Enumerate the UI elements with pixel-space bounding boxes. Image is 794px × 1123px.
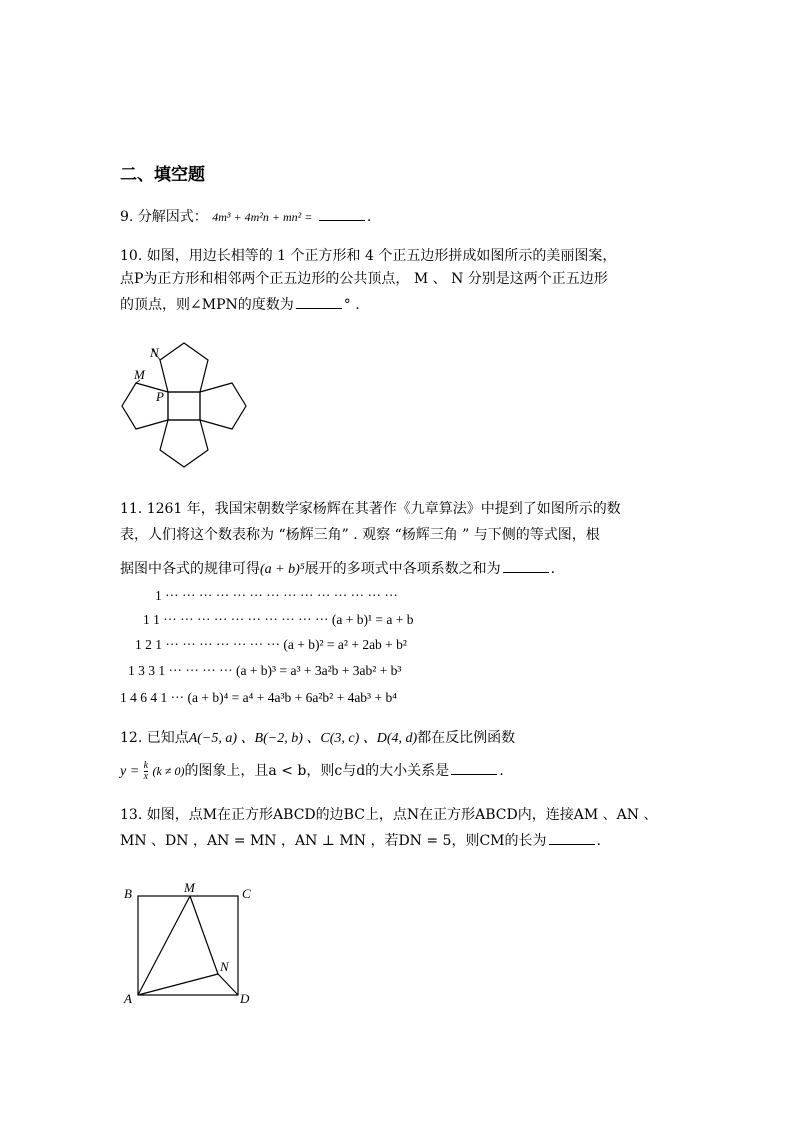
q10-line2: 点P为正方形和相邻两个正五边形的公共顶点， M 、 N 分别是这两个正五边形 — [120, 271, 608, 287]
triangle-row-2: 1 2 1 ··· ··· ··· ··· ··· ··· ··· (a + b)² = a² + 2ab + b² — [135, 637, 407, 652]
pentagon-top — [160, 343, 208, 392]
q13-line2-text: MN 、DN ，AN = MN ，AN ⊥ MN ，若DN = 5，则CM的长为 — [120, 833, 547, 849]
pentagon-right — [200, 383, 246, 429]
q12-fraction — [144, 761, 148, 782]
q11-line2: 表，人们将这个数表称为 “杨辉三角” . 观察 “杨辉三角 ” 与下侧的等式图，根 — [120, 527, 600, 543]
q12-line2 — [120, 760, 504, 783]
q12-condition: (k ≠ 0) — [152, 764, 185, 778]
q9-number: 9. — [120, 209, 134, 225]
label-b: B — [124, 886, 132, 901]
question-9 — [120, 206, 371, 228]
q12-line1 — [120, 727, 515, 750]
q10-line1: 10. 如图，用边长相等的 1 个正方形和 4 个正五边形拼成如图所示的美丽图案， — [120, 248, 617, 264]
triangle-row-4: 1 4 6 4 1 ··· (a + b)⁴ = a⁴ + 4a³b + 6a²b² + 4ab³ + b⁴ — [120, 690, 397, 705]
label-m: M — [134, 367, 145, 382]
label-c: C — [242, 886, 251, 901]
q12-line1-post: 都在反比例函数 — [417, 730, 516, 746]
q10-answer-blank — [296, 296, 342, 309]
fraction-numerator: k — [143, 759, 149, 771]
q11-line3-post: 展开的多项式中各项系数之和为 — [304, 561, 501, 577]
triangle-row-0: 1 ··· ··· ··· ··· ··· ··· ··· ··· ··· ··· ··· ··· ··· ··· — [155, 588, 398, 603]
triangle-row-3: 1 3 3 1 ··· ··· ··· ··· (a + b)³ = a³ + 3a²b + 3ab² + b³ — [128, 663, 402, 678]
segment-am — [138, 896, 190, 995]
q10-line3-end: ° . — [343, 297, 360, 313]
q13-answer-blank — [549, 832, 595, 845]
label-d: D — [240, 991, 250, 1006]
q11-expression: (a + b)⁵ — [260, 562, 305, 577]
q13-line2 — [120, 830, 601, 852]
section-title: 二、填空题 — [120, 165, 205, 185]
q13-line1: 13. 如图，点M在正方形ABCD的边BC上，点N在正方形ABCD内，连接AM 、AN 、 — [120, 807, 658, 823]
q9-end: . — [366, 209, 372, 225]
fraction-denominator: x — [143, 770, 149, 782]
segment-an — [138, 974, 218, 995]
q12-answer-blank — [451, 762, 497, 775]
q11-line1: 11. 1261 年，我国宋朝数学家杨辉在其著作《九章算法》中提到了如图所示的数 — [120, 501, 621, 517]
q11-line3 — [120, 558, 555, 581]
label-n: N — [150, 345, 159, 360]
q10-line3-text: 的顶点，则∠MPN的度数为 — [120, 297, 294, 313]
q9-expression: 4m³ + 4m²n + mn² = — [212, 210, 313, 224]
q12-points: A(−5, a) 、B(−2, b) 、C(3, c) 、D(4, d) — [188, 731, 418, 746]
q10-line3 — [120, 294, 360, 316]
q10-figure-pentagon-pattern — [110, 335, 270, 475]
q11-line3-text: 据图中各式的规律可得 — [120, 561, 260, 577]
q11-end: . — [550, 561, 556, 577]
segment-dn — [218, 974, 238, 995]
q12-line2-text: 的图象上，且a < b，则c与d的大小关系是 — [184, 763, 450, 779]
label-m: M — [184, 880, 195, 895]
q11-answer-blank — [503, 560, 549, 573]
label-n: N — [220, 959, 229, 974]
label-p: P — [156, 389, 164, 404]
q12-y-eq: y = — [120, 764, 140, 779]
pentagon-bottom — [160, 420, 208, 467]
triangle-row-1: 1 1 ··· ··· ··· ··· ··· ··· ··· ··· ··· ··· (a + b)¹ = a + b — [143, 612, 414, 627]
q12-line1-text: 12. 已知点 — [120, 730, 189, 746]
q9-answer-blank — [319, 208, 365, 221]
square-abcd — [138, 896, 238, 995]
center-square — [168, 392, 200, 420]
q13-end: . — [596, 833, 601, 849]
q12-end: . — [499, 763, 504, 779]
q13-figure-square — [118, 878, 268, 1010]
label-a: A — [124, 991, 132, 1006]
q9-prompt: 分解因式： — [137, 209, 208, 225]
segment-mn — [190, 896, 218, 974]
